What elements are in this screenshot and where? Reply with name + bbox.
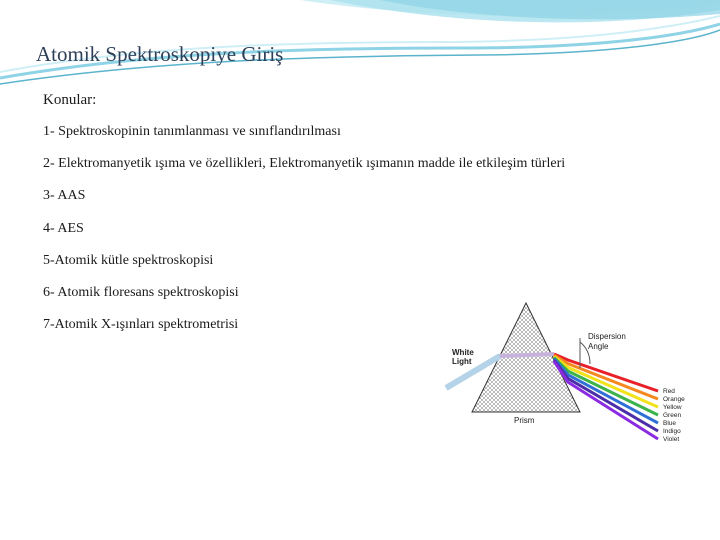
topic-item: 7-Atomik X-ışınları spektrometrisi xyxy=(43,317,239,333)
color-label-blue: Blue xyxy=(663,420,677,427)
topics-heading: Konular: xyxy=(43,92,97,108)
topic-item: 2- Elektromanyetik ışıma ve özellikleri, Elektromanyetik ışımanın madde ile etkileşim türleri xyxy=(43,156,566,172)
white-light-label: White xyxy=(452,348,474,357)
color-label-red: Red xyxy=(663,388,675,395)
color-label-indigo: Indigo xyxy=(663,428,681,435)
slide-title: Atomik Spektroskopiye Giriş xyxy=(36,42,284,66)
prism-dispersion-figure xyxy=(444,298,700,453)
topic-item: 1- Spektroskopinin tanımlanması ve sınıflandırılması xyxy=(43,124,341,139)
dispersion-angle-label: Dispersion xyxy=(588,332,626,341)
dispersion-angle-label: Angle xyxy=(588,342,609,351)
color-label-violet: Violet xyxy=(663,436,680,443)
color-label-yellow: Yellow xyxy=(663,404,682,411)
color-label-green: Green xyxy=(663,412,682,419)
topic-item: 4- AES xyxy=(43,220,84,236)
topic-item: 6- Atomik floresans spektroskopisi xyxy=(43,284,239,300)
white-light-label: Light xyxy=(452,357,472,366)
prism-label: Prism xyxy=(514,416,535,425)
topic-item: 5-Atomik kütle spektroskopisi xyxy=(43,252,214,268)
color-label-orange: Orange xyxy=(663,396,685,403)
topic-item: 3- AAS xyxy=(43,188,86,204)
